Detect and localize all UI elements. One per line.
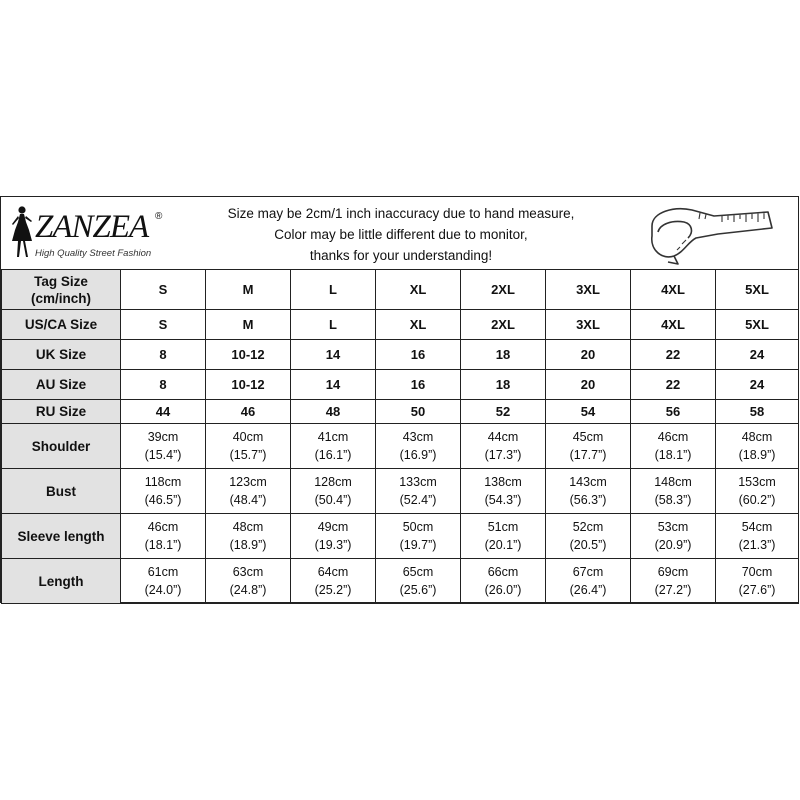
size-cell: 14 (291, 370, 376, 400)
size-cell: 8 (121, 340, 206, 370)
measurement-cm: 63cm (232, 565, 264, 579)
measurement-cm: 52cm (572, 520, 604, 534)
size-cell: 4XL (631, 270, 716, 310)
measurement-inch: (24.0”) (144, 583, 182, 597)
size-cell: 16 (376, 370, 461, 400)
measurement-inch: (25.6”) (399, 583, 437, 597)
measurement-inch: (20.1”) (484, 538, 522, 552)
size-cell: 44 (121, 400, 206, 424)
measurement-inch: (18.9”) (738, 448, 776, 462)
measurement-cm: 143cm (569, 475, 607, 489)
row-label-line: US/CA Size (24, 317, 98, 332)
measurement-cm: 118cm (144, 475, 182, 489)
measurement-cm: 54cm (741, 520, 773, 534)
table-row (2, 424, 799, 469)
size-cell: 22 (631, 340, 716, 370)
measurement-cm: 40cm (232, 430, 264, 444)
measurement-cm: 148cm (654, 475, 692, 489)
size-cell: 20 (546, 370, 631, 400)
measurement-cell (461, 469, 546, 514)
measurement-cm: 128cm (314, 475, 352, 489)
measurement-inch: (17.7”) (569, 448, 607, 462)
measurement-cm: 64cm (317, 565, 349, 579)
measurement-inch: (19.7”) (399, 538, 437, 552)
measurement-inch: (26.0”) (484, 583, 522, 597)
size-cell: 52 (461, 400, 546, 424)
measurement-cm: 46cm (147, 520, 179, 534)
measurement-cell (461, 424, 546, 469)
measurement-cell (546, 469, 631, 514)
size-cell: M (206, 270, 291, 310)
brand-slogan: High Quality Street Fashion (35, 248, 152, 259)
measurement-inch: (16.1”) (314, 448, 352, 462)
size-cell: 3XL (546, 270, 631, 310)
notice-line: Size may be 2cm/1 inch inaccuracy due to hand measure, (227, 206, 575, 221)
measurement-inch: (50.4”) (314, 493, 352, 507)
measurement-cm: 49cm (317, 520, 349, 534)
measurement-cell (121, 469, 206, 514)
measurement-cell (376, 424, 461, 469)
measurement-cell (461, 559, 546, 604)
size-cell: S (121, 270, 206, 310)
size-cell: 20 (546, 340, 631, 370)
measurement-cm: 138cm (484, 475, 522, 489)
size-cell: 54 (546, 400, 631, 424)
measurement-cell (631, 424, 716, 469)
row-label: Shoulder (2, 424, 121, 469)
measurement-cell (376, 559, 461, 604)
measurement-cell (206, 514, 291, 559)
size-notice (171, 203, 631, 266)
size-cell: L (291, 310, 376, 340)
brand-name: ZANZEA (35, 209, 149, 245)
fashion-model-icon (9, 205, 35, 261)
measurement-cell (631, 559, 716, 604)
measurement-cell (546, 514, 631, 559)
measurement-cm: 70cm (741, 565, 773, 579)
size-cell: XL (376, 310, 461, 340)
size-cell: 48 (291, 400, 376, 424)
size-chart (0, 196, 799, 603)
measurement-cell (631, 514, 716, 559)
measurement-inch: (48.4”) (229, 493, 267, 507)
measurement-cm: 53cm (657, 520, 689, 534)
measurement-inch: (18.9”) (229, 538, 267, 552)
measurement-inch: (17.3”) (484, 448, 522, 462)
measurement-inch: (18.1”) (654, 448, 692, 462)
measurement-inch: (46.5”) (144, 493, 182, 507)
row-label (2, 370, 121, 400)
measurement-inch: (16.9”) (399, 448, 437, 462)
measurement-cell (716, 514, 799, 559)
measurement-inch: (15.4”) (144, 448, 182, 462)
size-cell: L (291, 270, 376, 310)
size-cell: 2XL (461, 310, 546, 340)
measurement-cell (716, 424, 799, 469)
measurement-cell (121, 424, 206, 469)
measurement-cm: 66cm (487, 565, 519, 579)
size-cell: 14 (291, 340, 376, 370)
measurement-cell (631, 469, 716, 514)
measurement-cell (206, 559, 291, 604)
measurement-inch: (60.2”) (738, 493, 776, 507)
size-cell: 4XL (631, 310, 716, 340)
measurement-cell (376, 469, 461, 514)
row-label-line: RU Size (35, 404, 87, 419)
table-row (2, 310, 799, 340)
size-cell: 2XL (461, 270, 546, 310)
row-label (2, 400, 121, 424)
size-cell: 18 (461, 370, 546, 400)
chart-header (1, 197, 798, 270)
table-row (2, 559, 799, 604)
measurement-cell (461, 514, 546, 559)
measurement-cm: 41cm (317, 430, 349, 444)
measurement-inch: (19.3”) (314, 538, 352, 552)
measurement-inch: (24.8”) (229, 583, 267, 597)
measurement-cm: 39cm (147, 430, 179, 444)
row-label: Sleeve length (2, 514, 121, 559)
size-cell: 46 (206, 400, 291, 424)
measurement-cell (291, 514, 376, 559)
row-label: Bust (2, 469, 121, 514)
size-cell: 58 (716, 400, 799, 424)
measurement-cell (291, 424, 376, 469)
measurement-cell (206, 469, 291, 514)
measuring-tape-icon (644, 202, 774, 268)
measurement-inch: (18.1”) (144, 538, 182, 552)
row-label-line: AU Size (35, 377, 87, 392)
registered-mark: ® (155, 211, 163, 222)
measurement-cell (121, 559, 206, 604)
table-row (2, 400, 799, 424)
measurement-cm: 69cm (657, 565, 689, 579)
size-cell: 10-12 (206, 370, 291, 400)
size-cell: 3XL (546, 310, 631, 340)
measurement-cell (716, 559, 799, 604)
row-label (2, 340, 121, 370)
measurement-inch: (20.9”) (654, 538, 692, 552)
row-label-line: UK Size (35, 347, 87, 362)
measurement-inch: (21.3”) (738, 538, 776, 552)
measurement-cm: 50cm (402, 520, 434, 534)
notice-line: Color may be little different due to monitor, (274, 227, 528, 242)
size-cell: 16 (376, 340, 461, 370)
table-row (2, 469, 799, 514)
brand-logo (5, 205, 165, 265)
row-label (2, 270, 121, 310)
measurement-cell (716, 469, 799, 514)
measurement-cm: 45cm (572, 430, 604, 444)
measurement-cell (291, 469, 376, 514)
measurement-cm: 48cm (232, 520, 264, 534)
measurement-cm: 51cm (487, 520, 519, 534)
table-row (2, 340, 799, 370)
size-cell: 24 (716, 370, 799, 400)
size-cell: 50 (376, 400, 461, 424)
measurement-cm: 44cm (487, 430, 519, 444)
measurement-cell (121, 514, 206, 559)
table-row (2, 514, 799, 559)
measurement-cm: 123cm (229, 475, 267, 489)
size-cell: 56 (631, 400, 716, 424)
measurement-cell (206, 424, 291, 469)
row-label: Length (2, 559, 121, 604)
measurement-inch: (26.4”) (569, 583, 607, 597)
measurement-cm: 61cm (147, 565, 179, 579)
measurement-cm: 43cm (402, 430, 434, 444)
measurement-cm: 46cm (657, 430, 689, 444)
measurement-inch: (27.6”) (738, 583, 776, 597)
size-cell: 18 (461, 340, 546, 370)
size-cell: 22 (631, 370, 716, 400)
measurement-cm: 48cm (741, 430, 773, 444)
size-cell: 5XL (716, 310, 799, 340)
table-row (2, 370, 799, 400)
size-cell: 10-12 (206, 340, 291, 370)
measurement-cell (546, 424, 631, 469)
table-row (2, 270, 799, 310)
measurement-inch: (52.4”) (399, 493, 437, 507)
measurement-inch: (58.3”) (654, 493, 692, 507)
measurement-cell (376, 514, 461, 559)
size-cell: 5XL (716, 270, 799, 310)
row-label-line: Tag Size (34, 273, 88, 289)
measurement-inch: (25.2”) (314, 583, 352, 597)
size-cell: S (121, 310, 206, 340)
size-cell: 8 (121, 370, 206, 400)
measurement-cm: 67cm (572, 565, 604, 579)
row-label-line: (cm/inch) (30, 290, 91, 306)
measurement-cell (546, 559, 631, 604)
measurement-cell (291, 559, 376, 604)
size-cell: 24 (716, 340, 799, 370)
measurement-cm: 65cm (402, 565, 434, 579)
measurement-cm: 153cm (738, 475, 776, 489)
row-label (2, 310, 121, 340)
measurement-inch: (27.2”) (654, 583, 692, 597)
measurement-inch: (54.3”) (484, 493, 522, 507)
notice-line: thanks for your understanding! (309, 248, 493, 263)
size-table (1, 269, 799, 604)
measurement-inch: (20.5”) (569, 538, 607, 552)
measurement-inch: (15.7”) (229, 448, 267, 462)
size-cell: M (206, 310, 291, 340)
size-cell: XL (376, 270, 461, 310)
measurement-cm: 133cm (399, 475, 437, 489)
measurement-inch: (56.3”) (569, 493, 607, 507)
